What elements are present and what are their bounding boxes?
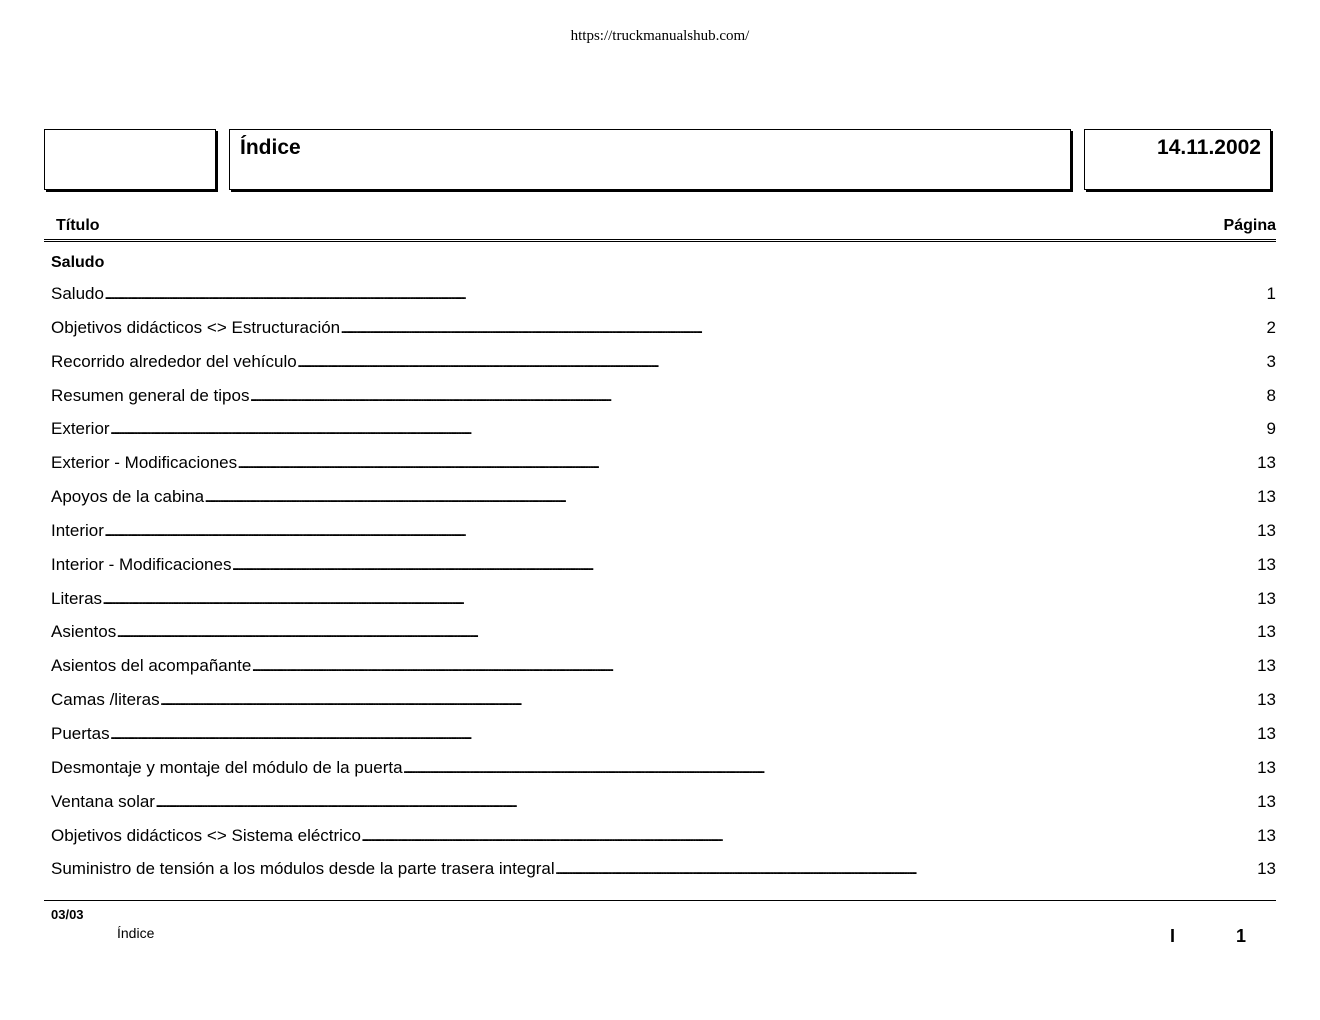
toc-entry-page: 13 — [1257, 622, 1276, 642]
toc-leader-dots — [555, 859, 1257, 879]
toc-leader-dots — [297, 352, 1267, 372]
toc-entry[interactable] — [51, 419, 1276, 453]
toc-entry-title: Saludo — [51, 284, 104, 303]
toc-leader-dots — [340, 318, 1266, 338]
toc-entry-page: 13 — [1257, 859, 1276, 879]
section-heading: Saludo — [51, 254, 105, 271]
toc-leader-dots — [104, 284, 1267, 304]
toc-entry[interactable] — [51, 487, 1276, 521]
toc-entry-page: 13 — [1257, 656, 1276, 676]
source-url[interactable]: https://truckmanualshub.com/ — [570, 28, 750, 44]
header-logo-box — [44, 129, 216, 190]
toc-entry-page: 13 — [1257, 825, 1276, 845]
toc-leader-dots — [102, 589, 1257, 609]
toc-entry[interactable] — [51, 352, 1276, 386]
footer-code: 03/03 — [51, 907, 84, 922]
footer-divider — [44, 900, 1276, 901]
document-date: 14.11.2002 — [1157, 136, 1261, 159]
toc-entry-page: 13 — [1257, 554, 1276, 574]
toc-entry[interactable] — [51, 284, 1276, 318]
toc-entry[interactable] — [51, 690, 1276, 724]
toc-leader-dots — [160, 690, 1257, 710]
toc-entry-page: 13 — [1257, 520, 1276, 540]
toc-entry-page: 13 — [1257, 723, 1276, 743]
toc-leader-dots — [104, 521, 1257, 541]
toc-entry-title: Suministro de tensión a los módulos desde la parte trasera integral — [51, 859, 555, 879]
toc-entry[interactable] — [51, 859, 1276, 893]
toc-entry-page: 13 — [1257, 588, 1276, 608]
toc-entry[interactable] — [51, 589, 1276, 623]
toc-entry[interactable] — [51, 318, 1276, 352]
toc-entry-page: 3 — [1266, 351, 1276, 371]
toc-leader-dots — [155, 792, 1257, 812]
toc-leader-dots — [116, 622, 1257, 642]
table-of-contents — [51, 284, 1276, 893]
toc-entry-title: Interior - Modificaciones — [51, 554, 232, 574]
toc-entry[interactable] — [51, 521, 1276, 555]
toc-entry[interactable] — [51, 758, 1276, 792]
column-header-page: Página — [1223, 217, 1276, 234]
toc-entry[interactable] — [51, 656, 1276, 690]
toc-entry[interactable] — [51, 555, 1276, 589]
footer-page-number: 1 — [1236, 926, 1247, 946]
toc-leader-dots — [251, 656, 1257, 676]
toc-entry-title: Resumen general de tipos — [51, 385, 250, 405]
toc-entry-title: Literas — [51, 588, 103, 608]
toc-leader-dots — [204, 487, 1257, 507]
toc-entry-title: Recorrido alrededor del vehículo — [51, 351, 297, 371]
toc-leader-dots — [237, 453, 1257, 473]
toc-entry-page: 8 — [1266, 385, 1276, 405]
toc-entry-title: Ventana solar — [51, 791, 155, 811]
header-title-box — [229, 129, 1071, 190]
toc-entry-title: Interior — [51, 520, 104, 540]
toc-entry-title: Exterior — [51, 419, 110, 439]
footer-label: Índice — [117, 925, 155, 941]
toc-entry-title: Apoyos de la cabina — [51, 487, 205, 507]
toc-entry-page: 13 — [1257, 690, 1276, 710]
toc-entry[interactable] — [51, 453, 1276, 487]
toc-entry[interactable] — [51, 826, 1276, 860]
toc-leader-dots — [249, 386, 1266, 406]
toc-leader-dots — [361, 826, 1257, 846]
toc-entry-page: 2 — [1266, 317, 1276, 337]
toc-leader-dots — [110, 724, 1257, 744]
toc-leader-dots — [231, 555, 1257, 575]
toc-entry-title: Desmontaje y montaje del módulo de la puerta — [51, 757, 403, 777]
toc-entry-title: Exterior - Modificaciones — [51, 453, 238, 473]
footer-section-number: I — [1170, 926, 1176, 946]
column-header-title: Título — [56, 217, 100, 234]
toc-entry[interactable] — [51, 386, 1276, 420]
header-divider — [44, 239, 1276, 242]
toc-entry-page: 13 — [1257, 791, 1276, 811]
toc-entry-title: Puertas — [51, 723, 110, 743]
toc-entry-title: Objetivos didácticos <> Sistema eléctrico — [51, 825, 361, 845]
page-title: Índice — [240, 136, 301, 159]
toc-leader-dots — [403, 758, 1258, 778]
toc-entry-page: 13 — [1257, 757, 1276, 777]
toc-leader-dots — [110, 419, 1267, 439]
toc-entry[interactable] — [51, 724, 1276, 758]
toc-entry-title: Objetivos didácticos <> Estructuración — [51, 317, 341, 337]
toc-entry-title: Camas /literas — [51, 690, 160, 710]
toc-entry-page: 9 — [1266, 419, 1276, 439]
toc-entry[interactable] — [51, 792, 1276, 826]
toc-entry-page: 13 — [1257, 453, 1276, 473]
toc-entry-page: 13 — [1257, 487, 1276, 507]
header-date-box — [1084, 129, 1271, 190]
toc-entry[interactable] — [51, 622, 1276, 656]
toc-entry-title: Asientos — [51, 622, 117, 642]
toc-entry-title: Asientos del acompañante — [51, 656, 252, 676]
toc-entry-page: 1 — [1266, 284, 1276, 303]
